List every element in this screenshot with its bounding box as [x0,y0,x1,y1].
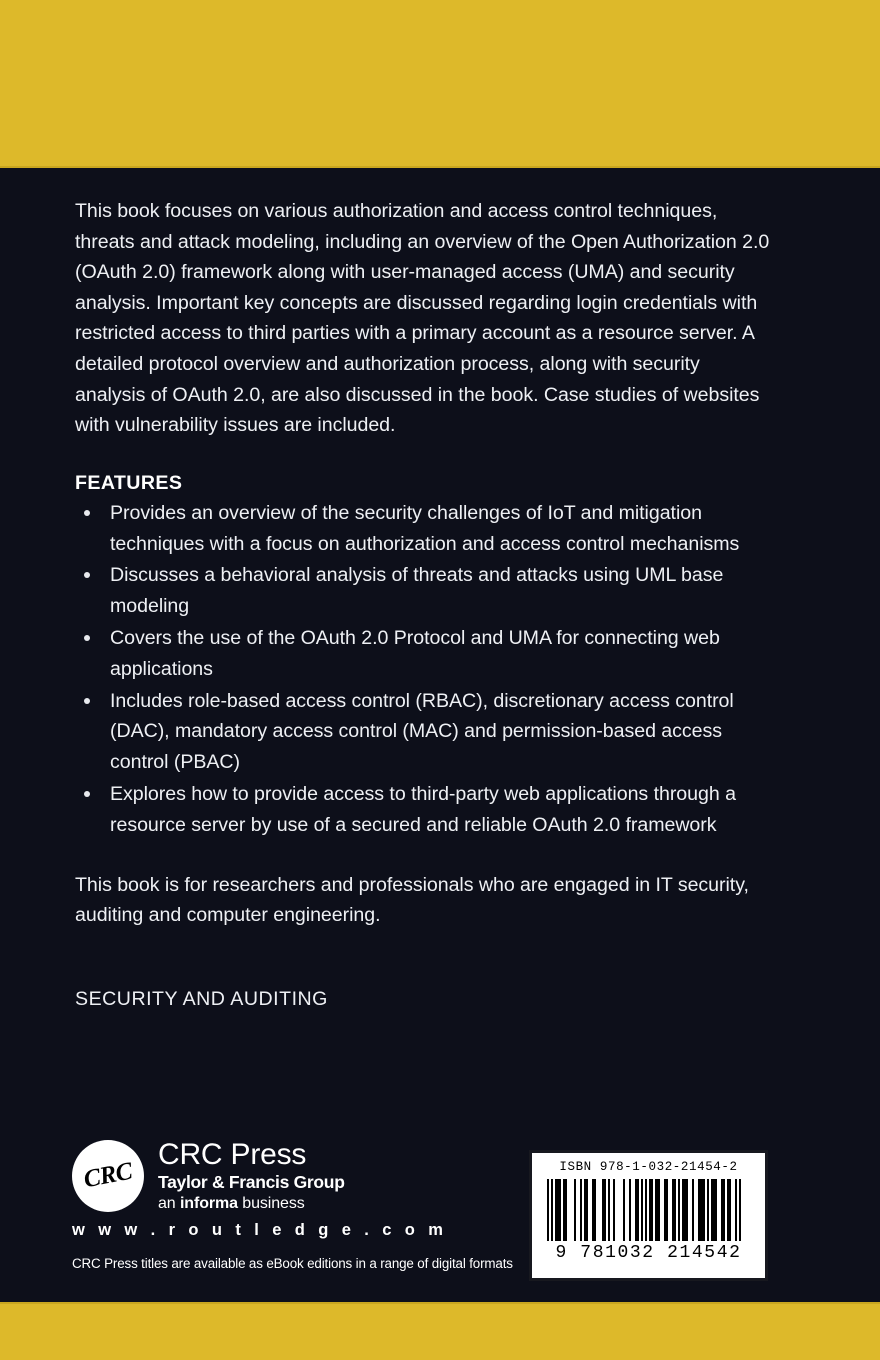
tagline-brand: informa [179,1195,238,1212]
feature-text: Includes role-based access control (RBAC), discretionary access control (DAC), mandatory access control (MAC) and permission-based access control (PBAC) [110,689,734,774]
publisher-text [158,1138,345,1214]
isbn-barcode-box [529,1150,768,1281]
book-description: This book focuses on various authorization and access control techniques, threats and attack modeling, including an overview of the Open Authorization 2.0 (OAuth 2.0) framework along with user-managed access (UMA) and security analysis. Important key concepts are discussed regarding login credentials with restricted access to third parties with a primary account as a resource server. A detailed protocol overview and authorization process, along with security analysis of OAuth 2.0, are also discussed in the book. Case studies of websites with vulnerability issues are included. [75,200,770,437]
list-item [75,498,775,560]
publisher-group: Taylor & Francis Group [158,1172,345,1192]
bullet-icon [84,572,90,578]
publisher-logo-block [72,1138,518,1271]
tagline-suffix: business [237,1195,305,1212]
bullet-icon [84,510,90,516]
list-item [75,623,775,685]
ean-digits: 9 781032 214542 [555,1243,742,1263]
feature-text: Explores how to provide access to third-party web applications through a resource server by use of a secured and reliable OAuth 2.0 framework [110,782,736,836]
bullet-icon [84,698,90,704]
audience-statement: This book is for researchers and professionals who are engaged in IT security, auditing and computer engineering. [75,873,749,927]
series-name: SECURITY AND AUDITING [75,987,328,1010]
publisher-name: CRC Press [158,1138,307,1171]
list-item [75,560,775,622]
bullet-icon [84,635,90,641]
feature-text: Provides an overview of the security challenges of IoT and mitigation techniques with a focus on authorization and access control mechanisms [110,501,740,555]
publisher-tagline [158,1193,345,1214]
crc-circle-logo-icon [72,1140,144,1212]
features-list [75,498,775,841]
publisher-website[interactable]: w w w . r o u t l e d g e . c o m [72,1221,448,1239]
crc-monogram: CRC [81,1157,135,1194]
ebook-availability-note: CRC Press titles are available as eBook editions in a range of digital formats [72,1256,513,1271]
list-item [75,779,775,841]
cover-content [75,196,775,1011]
feature-text: Covers the use of the OAuth 2.0 Protocol and UMA for connecting web applications [110,626,720,680]
tagline-prefix: an [158,1195,180,1212]
bottom-color-band [0,1302,880,1360]
feature-text: Discusses a behavioral analysis of threats and attacks using UML base modeling [110,564,724,618]
top-color-band [0,0,880,168]
barcode-bars [541,1179,756,1241]
publisher-logo-row [72,1138,518,1214]
features-heading: FEATURES [75,471,183,494]
list-item [75,686,775,778]
isbn-text: ISBN 978-1-032-21454-2 [559,1160,738,1174]
bullet-icon [84,791,90,797]
